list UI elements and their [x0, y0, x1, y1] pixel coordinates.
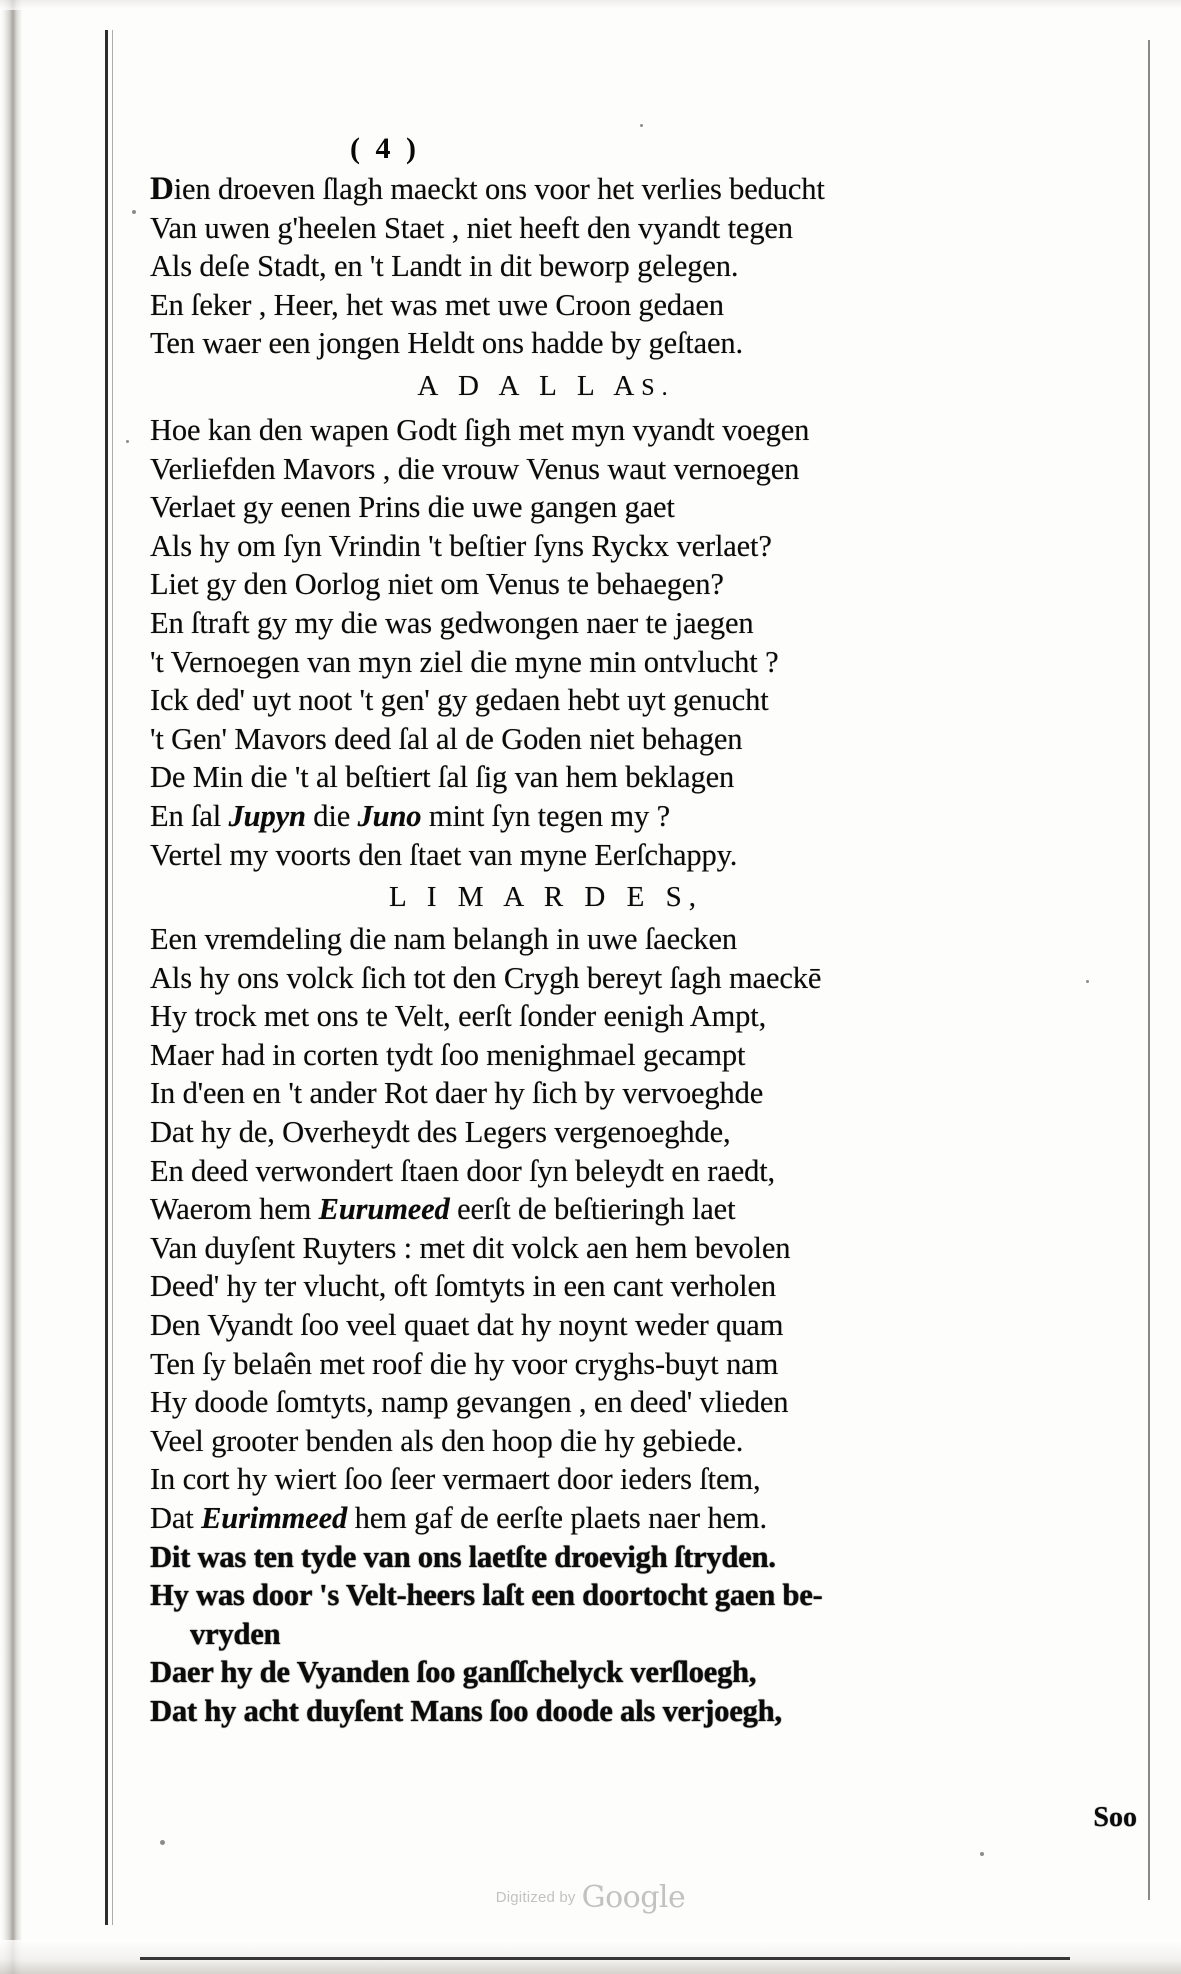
- verse-line: Liet gy den Oorlog niet om Venus te behaegen?: [150, 567, 724, 602]
- verse-line: Als hy ons volck ſich tot den Crygh bereyt ſagh maeckē: [150, 960, 822, 995]
- verse-line: Van duyſent Ruyters : met dit volck aen hem bevolen: [150, 1230, 791, 1265]
- verse-line: 't Vernoegen van myn ziel die myne min ontvlucht ?: [150, 644, 779, 679]
- verse-line: Hy was door 's Velt-heers laſt een doortocht gaen be-: [150, 1578, 823, 1613]
- verse-line-continuation: vryden: [190, 1616, 281, 1651]
- verse-text: eerſt de beſtieringh laet: [449, 1192, 736, 1227]
- verse-line: En ſtraft gy my die was gedwongen naer te jaegen: [150, 605, 754, 640]
- scan-speckle: [132, 210, 136, 214]
- gutter-border-line: [105, 30, 108, 1925]
- verse-line: Deed' hy ter vlucht, oft ſomtyts in een cant verholen: [150, 1269, 776, 1304]
- verse-line: Dat hy acht duyſent Mans ſoo doode als verjoegh,: [150, 1693, 782, 1728]
- right-border-line: [1148, 40, 1150, 1900]
- verse-text: mint ſyn tegen my ?: [421, 798, 670, 833]
- verse-line: Dat hy de, Overheydt des Legers vergenoeghde,: [150, 1115, 731, 1150]
- google-logo: Google: [581, 1880, 686, 1915]
- bottom-border-line: [140, 1957, 1070, 1960]
- verse-line: [150, 170, 1110, 209]
- verse-line-eurumeed: [150, 1190, 1110, 1229]
- verse-text: Waerom hem: [150, 1192, 319, 1227]
- verse-line-eurimmeed: [150, 1499, 1110, 1538]
- verse-text: hem gaf de eerſte plaets naer hem.: [347, 1501, 767, 1535]
- verse-line: Van uwen g'heelen Staet , niet heeft den vyandt tegen: [150, 210, 793, 245]
- verse-line: Ten waer een jongen Heldt ons hadde by geſtaen.: [150, 326, 743, 361]
- speaker-name-tail: S.: [641, 374, 675, 401]
- verse-line: In d'een en 't ander Rot daer hy ſich by vervoeghde: [150, 1076, 764, 1111]
- watermark-label: Digitized by: [495, 1889, 576, 1906]
- verse-line: 't Gen' Mavors deed ſal al de Goden niet behagen: [150, 721, 743, 756]
- verse-line: Een vremdeling die nam belangh in uwe ſaecken: [150, 922, 737, 957]
- verse-line: Hy doode ſomtyts, namp gevangen , en deed' vlieden: [150, 1385, 789, 1420]
- verse-line: Als hy om ſyn Vrindin 't beſtier ſyns Ryckx verlaet?: [150, 528, 772, 563]
- proper-name-eurimmeed: Eurimmeed: [201, 1501, 348, 1535]
- speaker-heading-limardes: L I M A R D E S,: [389, 881, 703, 914]
- proper-name-eurumeed: Eurumeed: [318, 1192, 450, 1227]
- page-number: ( 4 ): [350, 132, 420, 165]
- verse-line: Daer hy de Vyanden ſoo ganſſchelyck verſloegh,: [150, 1655, 757, 1690]
- scan-speckle: [160, 1840, 165, 1845]
- scan-speckle: [980, 1852, 984, 1856]
- scan-speckle: [126, 440, 129, 443]
- verse-line: Hy trock met ons te Velt, eerſt ſonder eenigh Ampt,: [150, 999, 767, 1034]
- verse-text: Dat: [150, 1501, 202, 1535]
- verse-line: Den Vyandt ſoo veel quaet dat hy noynt weder quam: [150, 1308, 784, 1343]
- verse-line: Verliefden Mavors , die vrouw Venus waut vernoegen: [150, 451, 800, 486]
- verse-line: Ick ded' uyt noot 't gen' gy gedaen hebt uyt genucht: [150, 683, 769, 718]
- verse-line: De Min die 't al beſtiert ſal ſig van hem beklagen: [150, 760, 735, 795]
- verse-line: En ſeker , Heer, het was met uwe Croon gedaen: [150, 287, 724, 322]
- speaker-heading-adallas: [156, 363, 936, 411]
- scan-speckle: [640, 124, 643, 127]
- verse-line-jupyn: [150, 797, 1110, 836]
- verse-line: Ten ſy belaên met roof die hy voor cryghs-buyt nam: [150, 1346, 779, 1381]
- verse-line: In cort hy wiert ſoo ſeer vermaert door ieders ſtem,: [150, 1462, 761, 1497]
- verse-line-text-0: ien droeven ſlagh maeckt ons voor het verlies beducht: [173, 172, 825, 206]
- gutter-border-line-secondary: [112, 30, 113, 1925]
- catchword: Soo: [1093, 1802, 1137, 1833]
- verse-line: Hoe kan den wapen Godt ſigh met myn vyandt voegen: [150, 412, 810, 447]
- verse-line: Verlaet gy eenen Prins die uwe gangen gaet: [150, 490, 675, 525]
- google-watermark: [0, 1880, 1181, 1915]
- verse-line: En deed verwondert ſtaen door ſyn beleydt en raedt,: [150, 1153, 775, 1188]
- proper-name-jupyn: Jupyn: [228, 798, 306, 833]
- proper-name-juno: Juno: [357, 798, 422, 833]
- verse-text: En ſal: [150, 798, 229, 833]
- page-text-body: [150, 132, 1110, 1731]
- drop-initial: D: [150, 171, 174, 207]
- page-left-edge-shadow: [0, 0, 22, 1974]
- page-top-edge-shadow: [0, 0, 1181, 10]
- verse-line: Maer had in corten tydt ſoo menighmael gecampt: [150, 1037, 746, 1072]
- verse-line: Als deſe Stadt, en 't Landt in dit beworp gelegen.: [150, 249, 739, 284]
- verse-text: die: [305, 798, 358, 833]
- verse-line: Vertel my voorts den ſtaet van myne Eerſchappy.: [150, 837, 738, 872]
- verse-line: Veel grooter benden als den hoop die hy gebiede.: [150, 1423, 744, 1458]
- speaker-name: A D A L L A: [417, 369, 642, 402]
- verse-line: Dit was ten tyde van ons laetſte droevigh ſtryden.: [150, 1539, 776, 1574]
